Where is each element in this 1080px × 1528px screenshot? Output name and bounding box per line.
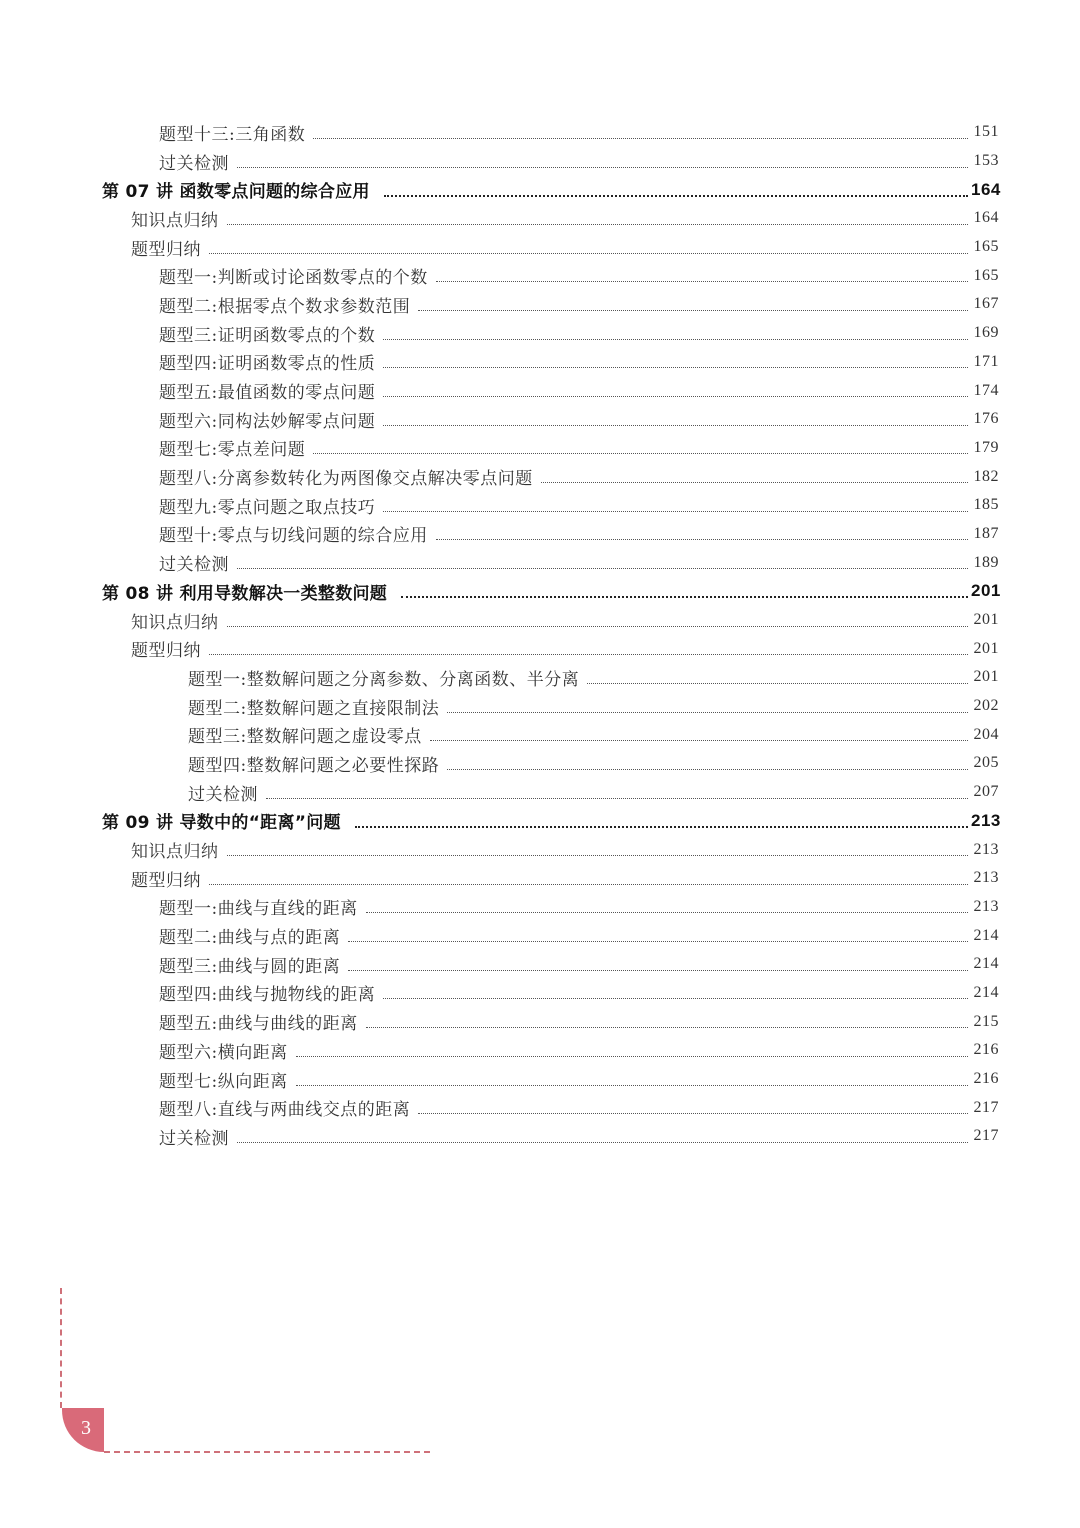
dot-leader [447, 769, 968, 770]
toc-entry-row[interactable] [0, 204, 1080, 233]
toc-entry-row[interactable] [0, 261, 1080, 290]
toc-entry-page-number: 189 [973, 553, 999, 571]
toc-entry-page-number: 214 [973, 926, 999, 944]
toc-entry-title: 过关检测 [188, 784, 258, 805]
dot-leader [447, 712, 968, 713]
toc-entry-title: 题型归纳 [131, 239, 201, 260]
toc-entry-title: 题型九:零点问题之取点技巧 [159, 497, 376, 518]
dot-leader [296, 1085, 968, 1086]
toc-entry-title: 题型五:最值函数的零点问题 [159, 383, 376, 404]
dot-leader [209, 884, 968, 885]
toc-entry-row[interactable] [0, 1007, 1080, 1036]
toc-entry-title: 过关检测 [159, 153, 229, 174]
toc-entry-page-number: 167 [973, 295, 999, 313]
toc-entry-title: 题型六:横向距离 [159, 1042, 288, 1063]
dot-leader [237, 1142, 968, 1143]
toc-entry-page-number: 165 [973, 266, 999, 284]
dot-leader [227, 224, 969, 225]
dot-leader [366, 1027, 968, 1028]
toc-entry-row[interactable] [0, 290, 1080, 319]
dot-leader [209, 253, 968, 254]
toc-entry-page-number: 201 [973, 611, 999, 629]
dot-leader [237, 568, 968, 569]
toc-entry-row[interactable] [0, 376, 1080, 405]
toc-entry-title: 题型四:曲线与抛物线的距离 [159, 985, 376, 1006]
toc-entry-page-number: 164 [973, 209, 999, 227]
dot-leader [383, 367, 968, 368]
toc-entry-page-number: 185 [973, 496, 999, 514]
toc-entry-page-number: 215 [973, 1012, 999, 1030]
dot-leader [541, 482, 968, 483]
toc-entry-row[interactable] [0, 520, 1080, 549]
dot-leader [348, 970, 968, 971]
dot-leader [418, 1113, 968, 1114]
toc-entry-title: 过关检测 [159, 555, 229, 576]
toc-entry-title: 题型二:整数解问题之直接限制法 [188, 698, 440, 719]
toc-entry-title: 题型二:曲线与点的距离 [159, 928, 341, 949]
toc-entry-row[interactable] [0, 979, 1080, 1008]
toc-entry-title: 题型三:曲线与圆的距离 [159, 956, 341, 977]
toc-entry-page-number: 165 [973, 238, 999, 256]
toc-entry-title: 题型六:同构法妙解零点问题 [159, 411, 376, 432]
dot-leader [383, 425, 968, 426]
toc-entry-page-number: 176 [973, 410, 999, 428]
toc-entry-title: 题型归纳 [131, 641, 201, 662]
toc-entry-row[interactable] [0, 405, 1080, 434]
toc-entry-row[interactable] [0, 921, 1080, 950]
dot-leader [436, 281, 968, 282]
table-of-contents [0, 118, 1080, 1151]
toc-entry-row[interactable] [0, 720, 1080, 749]
toc-entry-title: 题型八:分离参数转化为两图像交点解决零点问题 [159, 469, 533, 490]
toc-entry-title: 题型一:整数解问题之分离参数、分离函数、半分离 [188, 669, 580, 690]
dot-leader [266, 798, 968, 799]
toc-entry-page-number: 213 [973, 869, 999, 887]
dot-leader [436, 539, 968, 540]
dot-leader [418, 310, 968, 311]
toc-entry-row[interactable] [0, 634, 1080, 663]
toc-entry-page-number: 174 [973, 381, 999, 399]
toc-entry-row[interactable] [0, 950, 1080, 979]
dot-leader [384, 195, 968, 197]
toc-entry-page-number: 217 [973, 1127, 999, 1145]
toc-entry-row[interactable] [0, 1065, 1080, 1094]
toc-entry-title: 第 09 讲 导数中的“距离”问题 [102, 813, 341, 834]
toc-entry-row[interactable] [0, 491, 1080, 520]
toc-entry-page-number: 214 [973, 955, 999, 973]
toc-entry-page-number: 207 [973, 783, 999, 801]
page-number-badge [62, 1408, 104, 1452]
toc-entry-row[interactable] [0, 663, 1080, 692]
toc-entry-page-number: 213 [973, 840, 999, 858]
toc-entry-row[interactable] [0, 835, 1080, 864]
dot-leader [348, 941, 968, 942]
dot-leader [430, 740, 968, 741]
toc-entry-row[interactable] [0, 233, 1080, 262]
decorative-dashed-vertical-line [60, 1288, 62, 1408]
toc-entry-page-number: 179 [973, 438, 999, 456]
toc-entry-row[interactable] [0, 606, 1080, 635]
toc-entry-page-number: 204 [973, 725, 999, 743]
dot-leader [383, 396, 968, 397]
dot-leader [383, 511, 968, 512]
toc-entry-page-number: 216 [973, 1041, 999, 1059]
dot-leader [587, 683, 968, 684]
dot-leader [209, 654, 968, 655]
dot-leader [227, 855, 969, 856]
toc-entry-row[interactable] [0, 864, 1080, 893]
toc-entry-title: 题型十:零点与切线问题的综合应用 [159, 526, 428, 547]
toc-entry-page-number: 201 [971, 581, 1001, 601]
toc-entry-page-number: 202 [973, 697, 999, 715]
toc-entry-page-number: 217 [973, 1098, 999, 1116]
toc-entry-title: 题型二:根据零点个数求参数范围 [159, 296, 411, 317]
toc-entry-title: 过关检测 [159, 1128, 229, 1149]
dot-leader [383, 339, 968, 340]
toc-entry-row[interactable] [0, 749, 1080, 778]
toc-entry-title: 题型七:零点差问题 [159, 440, 306, 461]
decorative-dashed-horizontal-line [104, 1451, 430, 1453]
toc-entry-page-number: 216 [973, 1070, 999, 1088]
dot-leader [355, 826, 968, 828]
toc-entry-page-number: 187 [973, 524, 999, 542]
toc-entry-row[interactable] [0, 319, 1080, 348]
page-number: 3 [81, 1416, 91, 1439]
toc-entry-title: 题型四:整数解问题之必要性探路 [188, 755, 440, 776]
dot-leader [296, 1056, 968, 1057]
toc-entry-title: 题型七:纵向距离 [159, 1071, 288, 1092]
toc-entry-page-number: 153 [973, 152, 999, 170]
toc-entry-title: 知识点归纳 [131, 612, 219, 633]
toc-entry-page-number: 213 [971, 810, 1001, 830]
toc-entry-page-number: 151 [973, 123, 999, 141]
toc-entry-row[interactable] [0, 434, 1080, 463]
toc-entry-row[interactable] [0, 1122, 1080, 1151]
toc-chapter-row[interactable] [0, 175, 1080, 204]
toc-entry-row[interactable] [0, 147, 1080, 176]
toc-entry-title: 题型三:整数解问题之虚设零点 [188, 727, 422, 748]
dot-leader [313, 453, 968, 454]
toc-entry-title: 题型一:曲线与直线的距离 [159, 899, 358, 920]
toc-entry-row[interactable] [0, 548, 1080, 577]
toc-entry-row[interactable] [0, 692, 1080, 721]
toc-entry-row[interactable] [0, 893, 1080, 922]
toc-entry-page-number: 169 [973, 324, 999, 342]
toc-entry-title: 题型八:直线与两曲线交点的距离 [159, 1100, 411, 1121]
toc-entry-row[interactable] [0, 1093, 1080, 1122]
toc-entry-row[interactable] [0, 1036, 1080, 1065]
toc-entry-row[interactable] [0, 348, 1080, 377]
toc-entry-page-number: 201 [973, 668, 999, 686]
toc-entry-page-number: 164 [971, 179, 1001, 199]
toc-entry-title: 知识点归纳 [131, 210, 219, 231]
toc-entry-page-number: 213 [973, 897, 999, 915]
toc-entry-title: 题型一:判断或讨论函数零点的个数 [159, 268, 428, 289]
toc-entry-row[interactable] [0, 462, 1080, 491]
toc-entry-title: 题型十三:三角函数 [159, 124, 306, 145]
dot-leader [227, 626, 969, 627]
dot-leader [383, 998, 968, 999]
toc-entry-row[interactable] [0, 778, 1080, 807]
dot-leader [366, 912, 968, 913]
dot-leader [237, 167, 968, 168]
toc-entry-page-number: 214 [973, 983, 999, 1001]
toc-entry-title: 第 07 讲 函数零点问题的综合应用 [102, 182, 370, 203]
toc-entry-title: 第 08 讲 利用导数解决一类整数问题 [102, 583, 388, 604]
toc-entry-title: 题型三:证明函数零点的个数 [159, 325, 376, 346]
toc-chapter-row[interactable] [0, 577, 1080, 606]
toc-chapter-row[interactable] [0, 807, 1080, 836]
toc-entry-page-number: 201 [973, 639, 999, 657]
toc-entry-row[interactable] [0, 118, 1080, 147]
dot-leader [313, 138, 968, 139]
toc-entry-page-number: 182 [973, 467, 999, 485]
toc-entry-title: 题型四:证明函数零点的性质 [159, 354, 376, 375]
toc-entry-title: 知识点归纳 [131, 842, 219, 863]
toc-entry-page-number: 171 [973, 352, 999, 370]
toc-entry-title: 题型归纳 [131, 870, 201, 891]
toc-entry-title: 题型五:曲线与曲线的距离 [159, 1014, 358, 1035]
toc-entry-page-number: 205 [973, 754, 999, 772]
dot-leader [401, 596, 968, 598]
